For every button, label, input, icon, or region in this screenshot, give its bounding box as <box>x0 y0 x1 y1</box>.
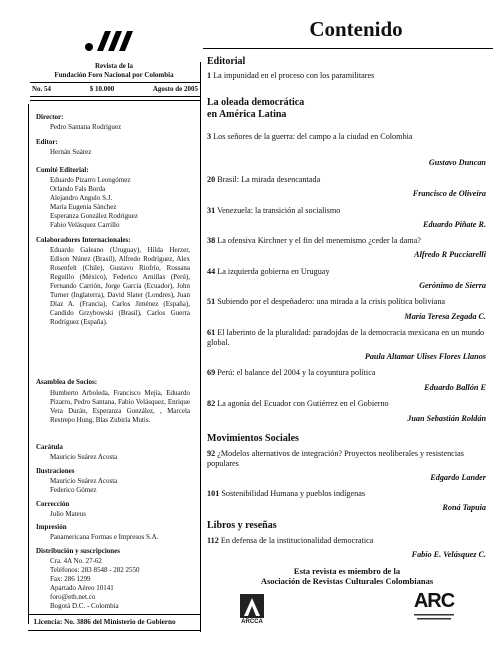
staff-paragraph: Eduardo Galeano (Uruguay), Hilda Herzer, Edison Núnez (Brasil), Alfredo Rodríguez, Alex Rosenfelt (Chile), Gustavo Riofrío, Rossana Reguillo (México), Federico Arnillas (Perú), Fernando Carrión, Jorge García (Ecuador), John Turner (Inglaterra), David Slater (Londres), Juan Díaz A. (Francia), Carlos Jiménez (España), Candido Grzybowski (Brasil), Carlos Guerra Rodríguez (España). <box>50 246 190 326</box>
toc-author: Edgardo Lander <box>430 473 486 482</box>
toc-item <box>207 489 491 499</box>
toc-title: La ofensiva Kirchner y el fin del menemismo ¿ceder la dama? <box>217 236 421 245</box>
toc-page: 1 <box>207 71 212 80</box>
section-heading-editorial: Editorial <box>207 56 246 67</box>
toc-item <box>207 328 491 348</box>
issue-info <box>32 85 198 93</box>
toc-title: Subiendo por el despeñadero: una mirada a la crisis política boliviana <box>217 297 446 306</box>
staff-line: Alejandro Angulo S.J. <box>50 194 113 202</box>
toc-title: Los señores de la guerra: del campo a la ciudad en Colombia <box>213 132 413 141</box>
staff-line: Cra. 4A No. 27-62 <box>50 557 102 565</box>
toc-title: La izquierda gobierna en Uruguay <box>217 267 330 276</box>
toc-page: 112 <box>207 536 219 545</box>
toc-page: 38 <box>207 236 216 245</box>
staff-line: foro@etb.net.co <box>50 593 96 601</box>
toc-title: La agonía del Ecuador con Gutiérrez en el Gobierno <box>217 399 389 408</box>
foro-logo-icon <box>84 30 136 52</box>
issue-number: No. 54 <box>32 85 52 93</box>
staff-line: Julio Mateus <box>50 510 86 518</box>
toc-item <box>207 175 491 185</box>
staff-line: Fax: 286 1299 <box>50 575 91 583</box>
page-title: Contenido <box>309 17 403 41</box>
staff-line: Federico Gómez <box>50 486 97 494</box>
toc-author: Gerónimo de Sierra <box>419 281 486 290</box>
divider <box>30 82 200 83</box>
staff-heading: Editor: <box>36 138 58 146</box>
toc-page: 82 <box>207 399 216 408</box>
staff-line: Eduardo Pizarro Leongómez <box>50 176 131 184</box>
toc-item <box>207 399 491 409</box>
footer-line1: Esta revista es miembro de la <box>293 566 401 576</box>
arcca-logo-text: ARCCA <box>241 619 263 625</box>
toc-title: En defensa de la institucionalidad democratica <box>220 536 374 545</box>
toc-item <box>207 132 491 142</box>
staff-heading: Ilustraciones <box>36 467 75 475</box>
toc-author: Paula Altamar Ulises Flores Llanos <box>364 352 486 361</box>
staff-line: María Eugenia Sánchez <box>50 203 117 211</box>
toc-title: ¿Modelos alternativos de integración? Proyectos neoliberales y resistencias populares <box>207 449 464 468</box>
section-heading-oleada-2: en América Latina <box>207 109 287 120</box>
divider <box>203 48 493 49</box>
staff-line: Panamericana Formas e Impresos S.A. <box>50 533 159 541</box>
issue-price: $ 10.000 <box>89 85 115 93</box>
staff-heading: Comité Editorial: <box>36 166 89 174</box>
staff-heading: Colaboradores Internacionales: <box>36 236 131 244</box>
toc-author: Eduardo Piñate R. <box>422 220 486 229</box>
divider <box>28 614 200 615</box>
toc-item <box>207 536 491 546</box>
staff-heading: Distribución y suscripciones <box>36 547 121 555</box>
staff-line: Fabio Velásquez Carrillo <box>50 221 120 229</box>
staff-paragraph: Humberto Arboleda, Francisco Mejía, Eduardo Pizarro, Pedro Santana, Fabio Velásquez, Enrique Vera Durán, Esperanza González, , Marcela Restrepo Hung, Blas Zubiría Mutis. <box>50 389 190 424</box>
revista-line2: Fundación Foro Nacional por Colombia <box>54 71 174 79</box>
section-heading-libros: Libros y reseñas <box>207 520 277 531</box>
staff-line: Teléfonos: 283 8548 - 282 2550 <box>50 566 140 574</box>
staff-line: Apartado Aéreo 10141 <box>50 584 114 592</box>
toc-author: Francisco de Oliveira <box>412 189 486 198</box>
toc-item <box>207 368 491 378</box>
revista-line1: Revista de la <box>94 62 134 70</box>
toc-item <box>207 297 491 307</box>
arc-logo-text: ARC <box>413 590 455 612</box>
divider <box>30 100 200 101</box>
toc-page: 3 <box>207 132 212 141</box>
toc-page: 92 <box>207 449 216 458</box>
staff-heading: Asamblea de Socios: <box>36 378 98 386</box>
toc-title: Brasil: La mirada desencantada <box>217 175 321 184</box>
staff-heading: Corrección <box>36 500 70 508</box>
toc-page: 20 <box>207 175 216 184</box>
staff-line: Hernán Suárez <box>50 148 92 156</box>
footer-line2: Asociación de Revistas Culturales Colombianas <box>260 576 434 586</box>
staff-heading: Impresión <box>36 523 67 531</box>
toc-author: Juan Sebastián Roldán <box>407 414 486 423</box>
toc-author: Roná Tapuia <box>442 503 486 512</box>
toc-item <box>207 71 491 81</box>
toc-title: La impunidad en el proceso con los paramilitares <box>213 71 375 80</box>
toc-title: Sostenibilidad Humana y pueblos indígenas <box>221 489 366 498</box>
divider <box>28 630 200 631</box>
toc-item <box>207 267 491 277</box>
toc-author: María Teresa Zegada C. <box>404 312 486 321</box>
toc-title: Perú: el balance del 2004 y la coyuntura política <box>217 368 376 377</box>
staff-heading: Director: <box>36 113 64 121</box>
staff-line: Mauricio Suárez Acosta <box>50 453 118 461</box>
staff-line: Mauricio Suárez Acosta <box>50 477 118 485</box>
staff-line: Pedro Santana Rodríguez <box>50 123 122 131</box>
toc-title: Venezuela: la transición al socialismo <box>217 206 341 215</box>
toc-page: 101 <box>207 489 220 498</box>
staff-line: Orlando Fals Borda <box>50 185 106 193</box>
licencia: Licencia: No. 3886 del Ministerio de Gobierno <box>34 618 176 626</box>
staff-line: Bogotá D.C. - Colombia <box>50 602 119 610</box>
issue-date: Agosto de 2005 <box>152 85 198 93</box>
arcca-logo-icon <box>238 592 266 628</box>
section-heading-movimientos: Movimientos Sociales <box>207 433 299 444</box>
toc-page: 61 <box>207 328 216 337</box>
staff-heading: Carátula <box>36 443 63 451</box>
toc-page: 44 <box>207 267 216 276</box>
divider <box>30 96 200 97</box>
toc-author: Fabio E. Velásquez C. <box>411 550 486 559</box>
toc-author: Alfredo R Pucciarelli <box>414 250 486 259</box>
toc-item <box>207 206 491 216</box>
toc-page: 69 <box>207 368 216 377</box>
toc-page: 51 <box>207 297 216 306</box>
toc-item <box>207 449 491 469</box>
arc-logo-icon <box>412 590 456 624</box>
staff-line: Esperanza González Rodríguez <box>50 212 138 220</box>
section-heading-oleada: La oleada democrática <box>207 97 305 108</box>
toc-author: Gustavo Duncan <box>428 158 486 167</box>
toc-item <box>207 236 491 246</box>
toc-author: Eduardo Ballón E <box>424 383 486 392</box>
toc-page: 31 <box>207 206 216 215</box>
toc-title: El laberinto de la pluralidad: paradojdas de la democracia mexicana en un mundo global. <box>207 328 485 347</box>
